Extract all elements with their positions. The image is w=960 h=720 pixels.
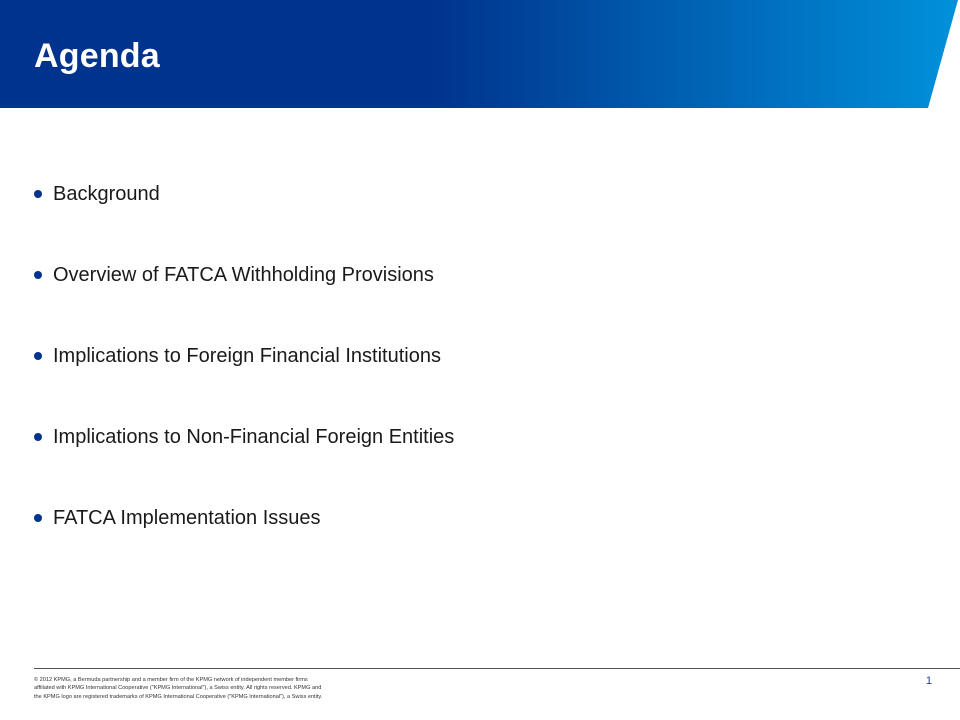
agenda-list	[34, 176, 454, 581]
bullet-icon	[34, 514, 42, 522]
agenda-item	[34, 257, 454, 338]
agenda-item	[34, 338, 454, 419]
agenda-item-label: Implications to Foreign Financial Institutions	[53, 345, 441, 367]
slide-title: Agenda	[34, 37, 160, 75]
legal-notice	[34, 676, 394, 701]
agenda-item	[34, 176, 454, 257]
agenda-item	[34, 419, 454, 500]
bullet-icon	[34, 271, 42, 279]
legal-line: affiliated with KPMG International Cooperative ("KPMG International"), a Swiss entity. All rights reserved. KPMG and	[34, 685, 322, 692]
page-number: 1	[925, 675, 932, 687]
legal-line: © 2012 KPMG, a Bermuda partnership and a member firm of the KPMG network of independent member firms	[34, 677, 308, 683]
bullet-icon	[34, 190, 42, 198]
agenda-item	[34, 500, 454, 581]
bullet-icon	[34, 352, 42, 360]
agenda-item-label: Background	[53, 183, 160, 205]
agenda-item-label: FATCA Implementation Issues	[53, 507, 321, 529]
title-banner	[0, 0, 960, 108]
legal-line: the KPMG logo are registered trademarks of KPMG International Cooperative ("KPMG International"), a Swiss entity.	[34, 693, 323, 700]
bullet-icon	[34, 433, 42, 441]
agenda-item-label: Implications to Non-Financial Foreign Entities	[53, 426, 455, 448]
agenda-item-label: Overview of FATCA Withholding Provisions	[53, 264, 434, 286]
footer-divider	[34, 668, 960, 669]
